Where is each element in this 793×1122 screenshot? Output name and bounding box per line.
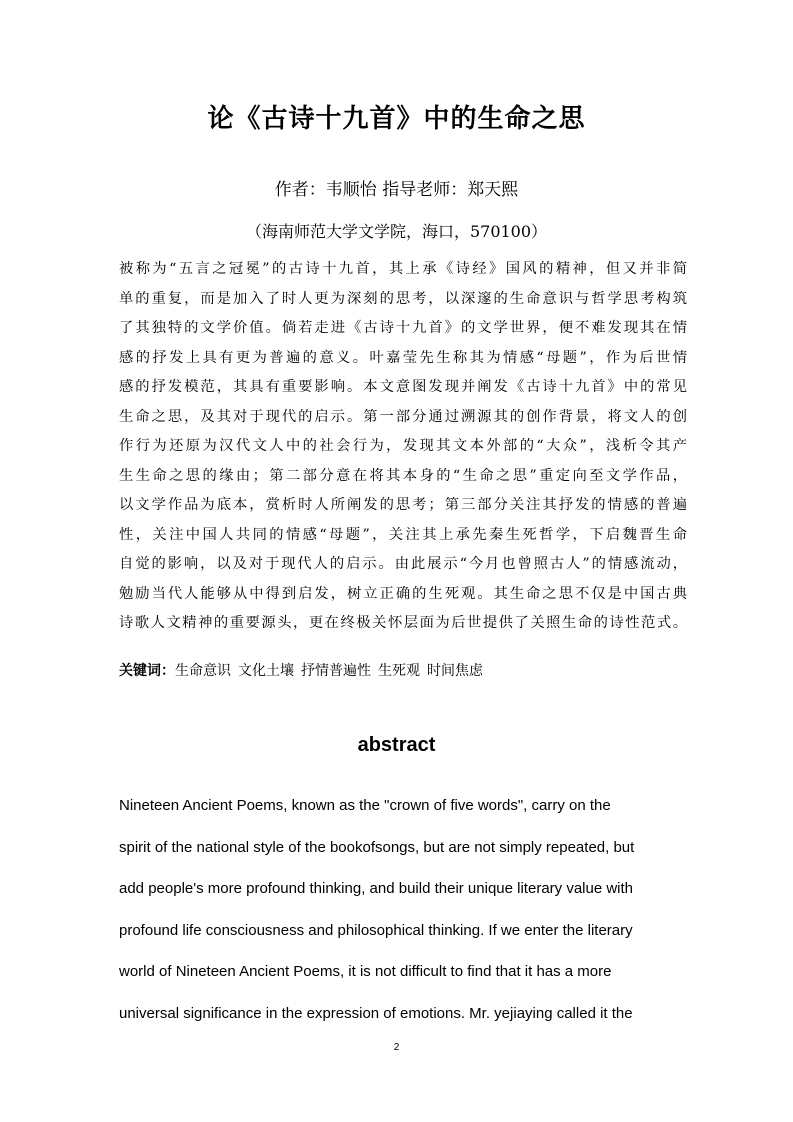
author-line: 作者：韦顺怡 指导老师：郑天熙 (274, 180, 519, 200)
abstract-cn-line: 以文学作品为底本，赏析时人所阐发的思考；第三部分关注其抒发的情感的普遍 (119, 497, 687, 513)
abstract-en-line: universal significance in the expression of emotions. Mr. yejiaying called it the (119, 1004, 633, 1022)
affiliation: （海南师范大学文学院，海口，570100） (245, 222, 548, 241)
keyword: 时间焦虑 (427, 663, 483, 679)
keyword: 生命意识 (175, 663, 231, 679)
page-number: 2 (393, 1042, 400, 1053)
abstract-cn-line: 感的抒发上具有更为普遍的意义。叶嘉莹先生称其为情感“母题”，作为后世情 (119, 349, 687, 366)
abstract-cn-line: 自觉的影响，以及对于现代人的启示。由此展示“今月也曾照古人”的情感流动， (119, 556, 687, 572)
abstract-en-line: spirit of the national style of the bookofsongs, but are not simply repeated, but (119, 838, 635, 856)
abstract-cn-line: 作行为还原为汉代文人中的社会行为，发现其文本外部的“大众”，浅析令其产 (119, 438, 687, 454)
abstract-cn-line: 性，关注中国人共同的情感“母题”，关注其上承先秦生死哲学，下启魏晋生命 (119, 526, 687, 543)
keyword: 生死观 (378, 663, 420, 679)
abstract-cn-line: 被称为“五言之冠冕”的古诗十九首，其上承《诗经》国风的精神，但又并非简 (119, 261, 687, 277)
keyword: 抒情普遍性 (301, 663, 371, 679)
abstract-en-line: profound life consciousness and philosophical thinking. If we enter the literary (119, 921, 633, 939)
abstract-cn-line: 勉励当代人能够从中得到启发，树立正确的生死观。其生命之思不仅是中国古典 (119, 585, 687, 602)
abstract-en-line: add people's more profound thinking, and build their unique literary value with (119, 880, 634, 897)
abstract-heading: abstract (357, 734, 436, 756)
abstract-cn-line: 生命之思，及其对于现代的启示。第一部分通过溯源其的创作背景，将文人的创 (119, 408, 687, 425)
abstract-en-line: Nineteen Ancient Poems, known as the "crown of five words", carry on the (119, 797, 611, 814)
paper-title: 论《古诗十九首》中的生命之思 (207, 104, 586, 134)
abstract-en-line: world of Nineteen Ancient Poems, it is not difficult to find that it has a more (119, 963, 612, 980)
keywords-line (119, 660, 490, 680)
abstract-cn-line: 生生命之思的缘由；第二部分意在将其本身的“生命之思”重定向至文学作品， (119, 467, 687, 484)
abstract-cn-line: 诗歌人文精神的重要源头，更在终极关怀层面为后世提供了关照生命的诗性范式。 (119, 615, 687, 631)
keywords-label: 关键词： (119, 663, 175, 679)
chinese-abstract (119, 255, 687, 639)
english-abstract (119, 790, 679, 1039)
abstract-cn-line: 了其独特的文学价值。倘若走进《古诗十九首》的文学世界，便不难发现其在情 (119, 320, 687, 336)
abstract-cn-line: 感的抒发模范，其具有重要影响。本文意图发现并阐发《古诗十九首》中的常见 (119, 379, 687, 395)
abstract-cn-line: 单的重复，而是加入了时人更为深刻的思考，以深邃的生命意识与哲学思考构筑 (119, 290, 687, 307)
keyword: 文化土壤 (238, 663, 294, 679)
